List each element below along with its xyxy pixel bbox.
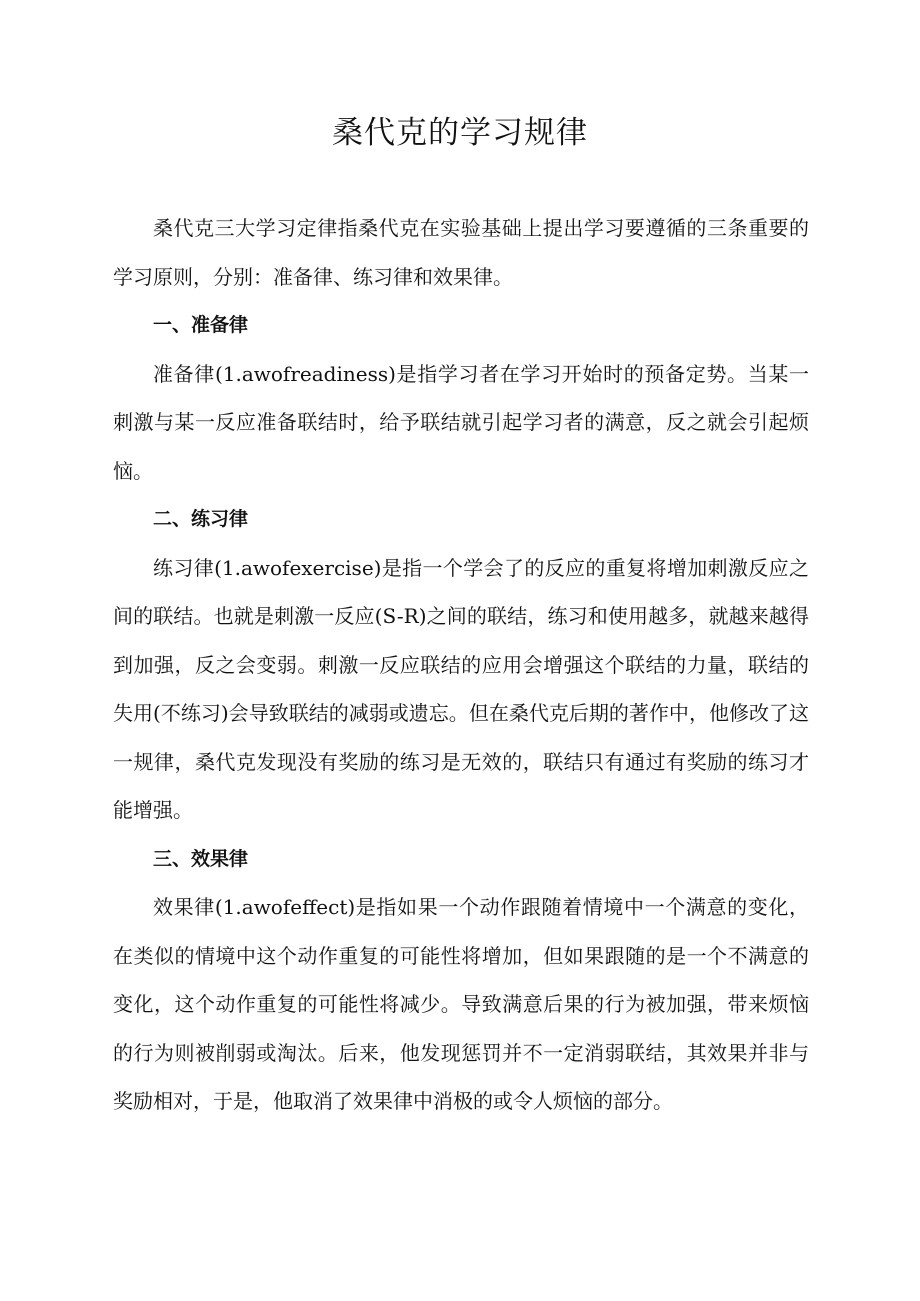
section-heading-readiness: 一、准备律	[153, 314, 249, 336]
section-paragraph-readiness: 准备律(1.awofreadiness)是指学习者在学习开始时的预备定势。当某一刺激与某一反应准备联结时，给予联结就引起学习者的满意，反之就会引起烦恼。	[113, 361, 809, 483]
section-paragraph-effect: 效果律(1.awofeffect)是指如果一个动作跟随着情境中一个满意的变化，在类似的情境中这个动作重复的可能性将增加，但如果跟随的是一个不满意的变化，这个动作重复的可能性将减少。导致满意后果的行为被加强，带来烦恼的行为则被削弱或淘汰。后来，他发现惩罚并不一定消弱联结，其效果并非与奖励相对，于是，他取消了效果律中消极的或令人烦恼的部分。	[113, 895, 809, 1113]
section-paragraph-exercise: 练习律(1.awofexercise)是指一个学会了的反应的重复将增加刺激反应之间的联结。也就是刺激一反应(S-R)之间的联结，练习和使用越多，就越来越得到加强，反之会变弱。刺激一反应联结的应用会增强这个联结的力量，联结的失用(不练习)会导致联结的减弱或遗忘。但在桑代克后期的著作中，他修改了这一规律，桑代克发现没有奖励的练习是无效的，联结只有通过有奖励的练习才能增强。	[113, 555, 809, 822]
document-body	[113, 204, 809, 1126]
intro-paragraph: 桑代克三大学习定律指桑代克在实验基础上提出学习要遵循的三条重要的学习原则，分别：准备律、练习律和效果律。	[113, 216, 809, 289]
document-title: 桑代克的学习规律	[332, 115, 588, 151]
section-heading-effect: 三、效果律	[153, 847, 249, 870]
section-heading-exercise: 二、练习律	[153, 508, 249, 530]
